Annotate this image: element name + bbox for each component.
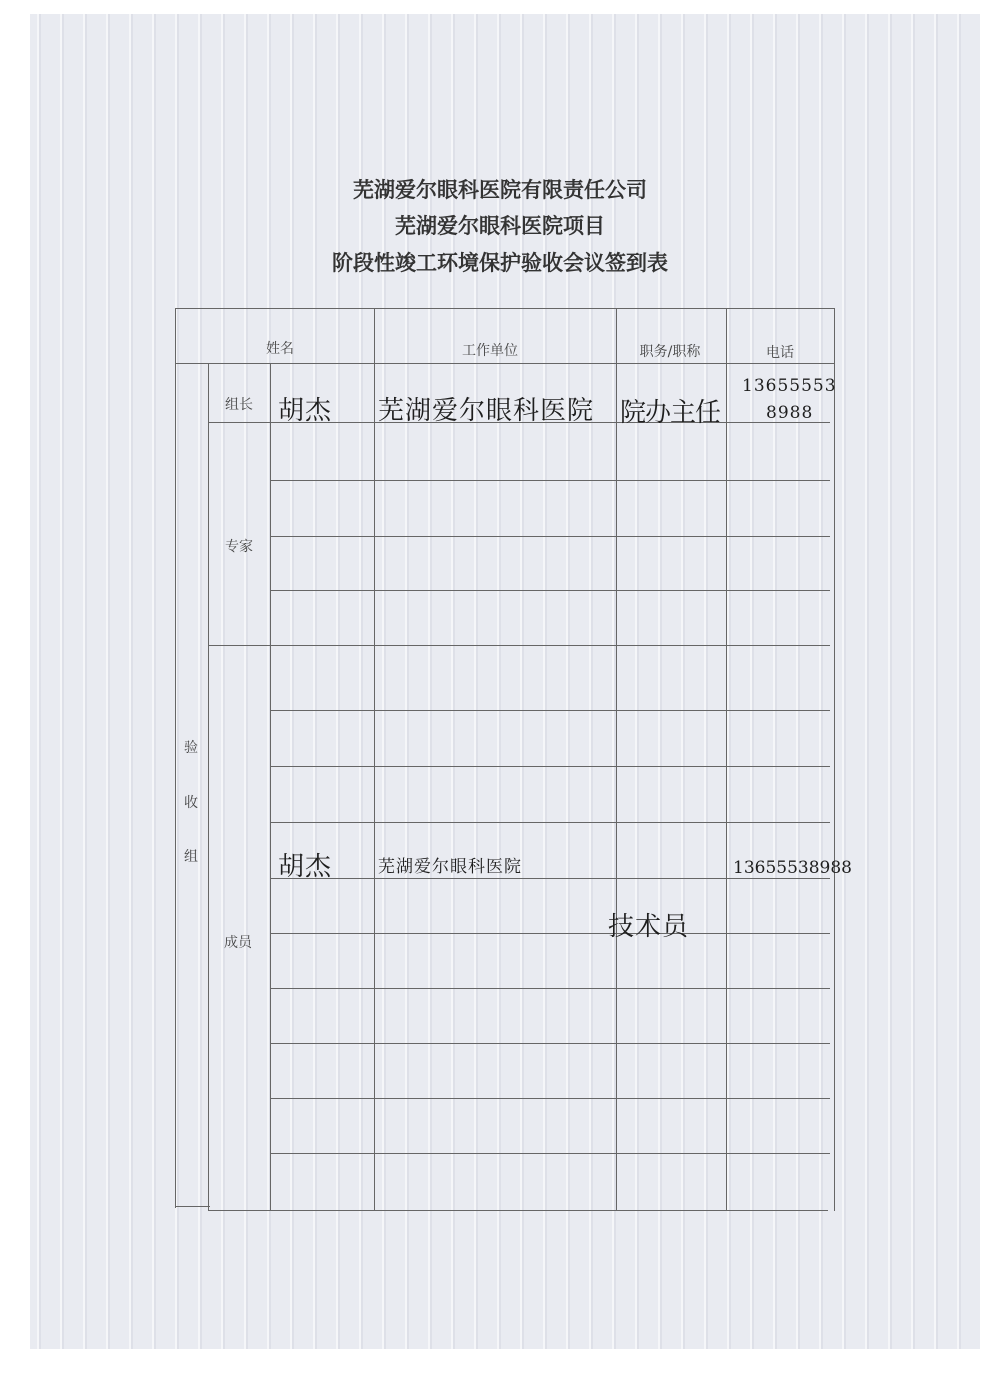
leader-phone-line1: 13655553 (742, 376, 837, 396)
member-name: 胡杰 (278, 852, 333, 882)
header-position: 职务/职称 (639, 344, 701, 360)
title-project: 芜湖爱尔眼科医院项目 (395, 214, 605, 238)
member-phone: 13655538988 (733, 858, 852, 878)
title-form: 阶段性竣工环境保护验收会议签到表 (332, 251, 668, 275)
leader-unit: 芜湖爱尔眼科医院 (378, 396, 595, 426)
header-unit: 工作单位 (462, 343, 518, 359)
header-name: 姓名 (266, 341, 294, 357)
label-experts: 专家 (225, 539, 253, 555)
group-label-char: 收 (184, 795, 198, 811)
title-company: 芜湖爱尔眼科医院有限责任公司 (353, 178, 647, 202)
group-label-char: 验 (184, 740, 198, 756)
label-members: 成员 (224, 935, 252, 951)
member-position: 技术员 (608, 912, 690, 942)
leader-position: 院办主任 (620, 398, 721, 428)
leader-name: 胡杰 (278, 396, 333, 426)
label-leader: 组长 (225, 397, 253, 413)
member-unit: 芜湖爱尔眼科医院 (378, 857, 522, 877)
group-label-char: 组 (184, 849, 198, 865)
header-phone: 电话 (766, 345, 794, 361)
leader-phone-line2: 8988 (766, 403, 814, 423)
